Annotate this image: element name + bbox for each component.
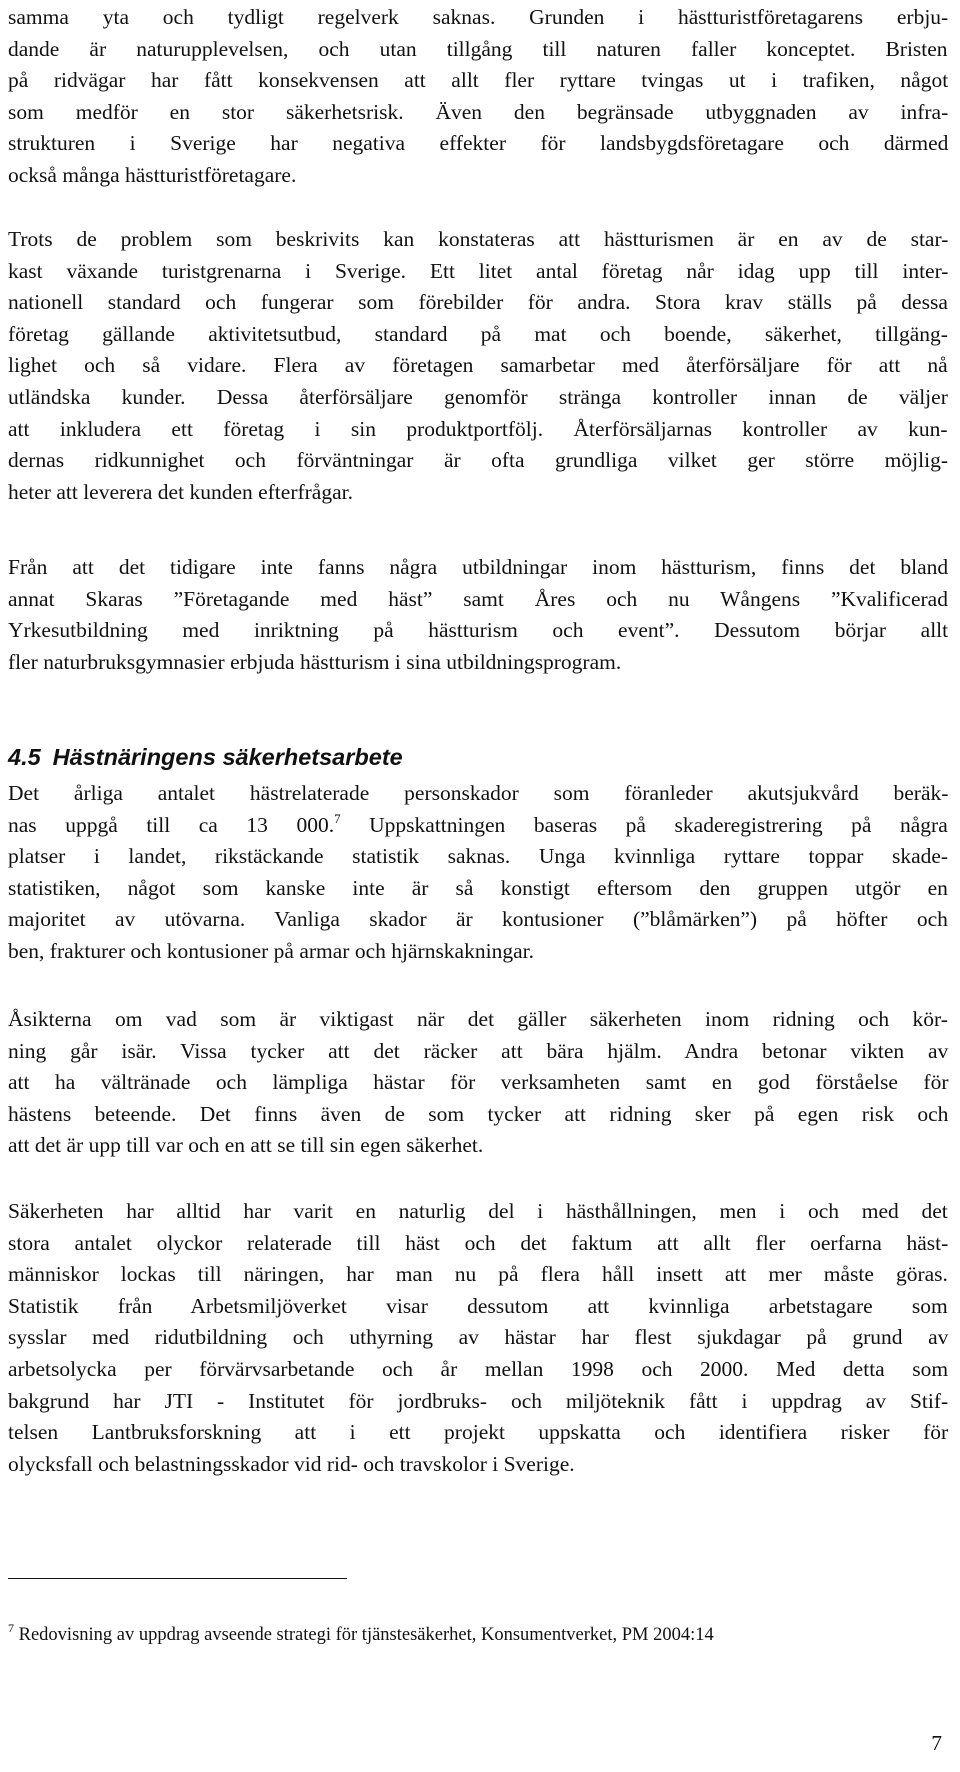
paragraph-safety-work [8, 1196, 948, 1480]
section-title: Hästnäringens säkerhetsarbete [52, 744, 403, 770]
paragraph-line: olycksfall och belastningsskador vid rid- och travskolor i Sverige. [8, 1451, 575, 1476]
section-number: 4.5 [8, 744, 41, 770]
paragraph-line: Åsikterna om vad som är viktigast när det gäller säkerheten inom ridning och kör- [8, 1007, 948, 1031]
paragraph-line: lighet och så vidare. Flera av företagen samarbetar med återförsäljare för att nå [8, 353, 948, 378]
paragraph-line: Det årliga antalet hästrelaterade personskador som föranleder akutsjukvård beräk- [8, 781, 949, 805]
paragraph-line: fler naturbruksgymnasier erbjuda hästturism i sina utbildningsprogram. [8, 649, 622, 674]
paragraph-line: nationell standard och fungerar som förebilder för andra. Stora krav ställs på dessa [8, 290, 948, 315]
paragraph-line: företag gällande aktivitetsutbud, standard på mat och boende, säkerhet, tillgäng- [8, 321, 948, 346]
paragraph-line: heter att leverera det kunden efterfrågar. [8, 479, 353, 504]
paragraph-line: Statistik från Arbetsmiljöverket visar dessutom att kvinnliga arbetstagare som [8, 1293, 948, 1318]
paragraph-injuries [8, 778, 948, 968]
footnote-separator [8, 1578, 347, 1579]
paragraph-line: som medför en stor säkerhetsrisk. Även den begränsade utbyggnaden av infra- [8, 99, 949, 124]
section-heading [8, 742, 403, 772]
line-text-before-ref: nas uppgå till ca 13 000. [8, 812, 335, 837]
paragraph-line: statistiken, något som kanske inte är så konstigt eftersom den gruppen utgör en [8, 875, 948, 900]
footnote-marker: 7 [8, 1621, 14, 1635]
paragraph-line: sysslar med ridutbildning och uthyrning av hästar har flest sjukdagar på grund av [8, 1325, 949, 1350]
paragraph-line: Yrkesutbildning med inriktning på hästturism och event”. Dessutom börjar allt [8, 618, 949, 643]
paragraph-line: samma yta och tydligt regelverk saknas. Grunden i hästturistföretagarens erbju- [8, 5, 949, 29]
paragraph-line: Säkerheten har alltid har varit en naturlig del i hästhållningen, men i och med det [8, 1199, 948, 1223]
footnote [8, 1622, 714, 1648]
footnote-text: Redovisning av uppdrag avseende strategi för tjänstesäkerhet, Konsumentverket, PM 2004:14 [14, 1625, 714, 1645]
paragraph-line: majoritet av utövarna. Vanliga skador är kontusioner (”blåmärken”) på höfter och [8, 907, 948, 932]
paragraph-line: på ridvägar har fått konsekvensen att allt fler ryttare tvingas ut i trafiken, något [8, 68, 949, 93]
footnote-reference[interactable]: 7 [334, 810, 341, 826]
paragraph-line: bakgrund har JTI - Institutet för jordbruks- och miljöteknik fått i uppdrag av Stif- [8, 1388, 949, 1413]
paragraph-line: utländska kunder. Dessa återförsäljare genomför stränga kontroller innan de väljer [8, 384, 948, 409]
paragraph-line: telsen Lantbruksforskning att i ett projekt uppskatta och identifiera risker för [8, 1420, 949, 1445]
page-number: 7 [931, 1731, 942, 1755]
paragraph-line: Trots de problem som beskrivits kan konstateras att hästturismen är en av de star- [8, 227, 949, 251]
paragraph-line: strukturen i Sverige har negativa effekter för landsbygdsföretagare och därmed [8, 131, 949, 156]
paragraph-opinions [8, 1004, 948, 1162]
paragraph-line: ning går isär. Vissa tycker att det räcker att bära hjälm. Andra betonar vikten av [8, 1038, 949, 1063]
paragraph-growth [8, 224, 948, 508]
paragraph-line: stora antalet olyckor relaterade till häst och det faktum att allt fler oerfarna häst- [8, 1230, 949, 1255]
paragraph-line: Från att det tidigare inte fanns några utbildningar inom hästturism, finns det bland [8, 555, 949, 579]
paragraph-line: att ha vältränade och lämpliga hästar för verksamheten samt en god förståelse för [8, 1070, 949, 1095]
paragraph-line: också många hästturistföretagare. [8, 162, 297, 187]
line-text-after-ref: Uppskattningen baseras på skaderegistrering på några [340, 812, 948, 837]
paragraph-line: platser i landet, rikstäckande statistik saknas. Unga kvinnliga ryttare toppar skade- [8, 844, 949, 869]
paragraph-line: att det är upp till var och en att se till sin egen säkerhet. [8, 1133, 484, 1158]
paragraph-line: dernas ridkunnighet och förväntningar är ofta grundliga vilket ger större möjlig- [8, 448, 948, 473]
paragraph-education [8, 552, 948, 678]
paragraph-line: människor lockas till näringen, har man nu på flera håll insett att mer måste göras. [8, 1262, 948, 1287]
paragraph-line: annat Skaras ”Företagande med häst” samt Åres och nu Wångens ”Kvalificerad [8, 586, 948, 611]
paragraph-line: dande är naturupplevelsen, och utan tillgång till naturen faller konceptet. Bristen [8, 36, 948, 61]
paragraph-infrastructure [8, 2, 948, 192]
paragraph-line-with-footnote [8, 810, 948, 842]
paragraph-line: att inkludera ett företag i sin produktportfölj. Återförsäljarnas kontroller av kun- [8, 416, 948, 441]
paragraph-line: arbetsolycka per förvärvsarbetande och år mellan 1998 och 2000. Med detta som [8, 1356, 949, 1381]
paragraph-line: kast växande turistgrenarna i Sverige. Ett litet antal företag når idag upp till inter- [8, 258, 949, 283]
paragraph-line: hästens beteende. Det finns även de som tycker att ridning sker på egen risk och [8, 1101, 949, 1126]
paragraph-line: ben, frakturer och kontusioner på armar och hjärnskakningar. [8, 938, 534, 963]
